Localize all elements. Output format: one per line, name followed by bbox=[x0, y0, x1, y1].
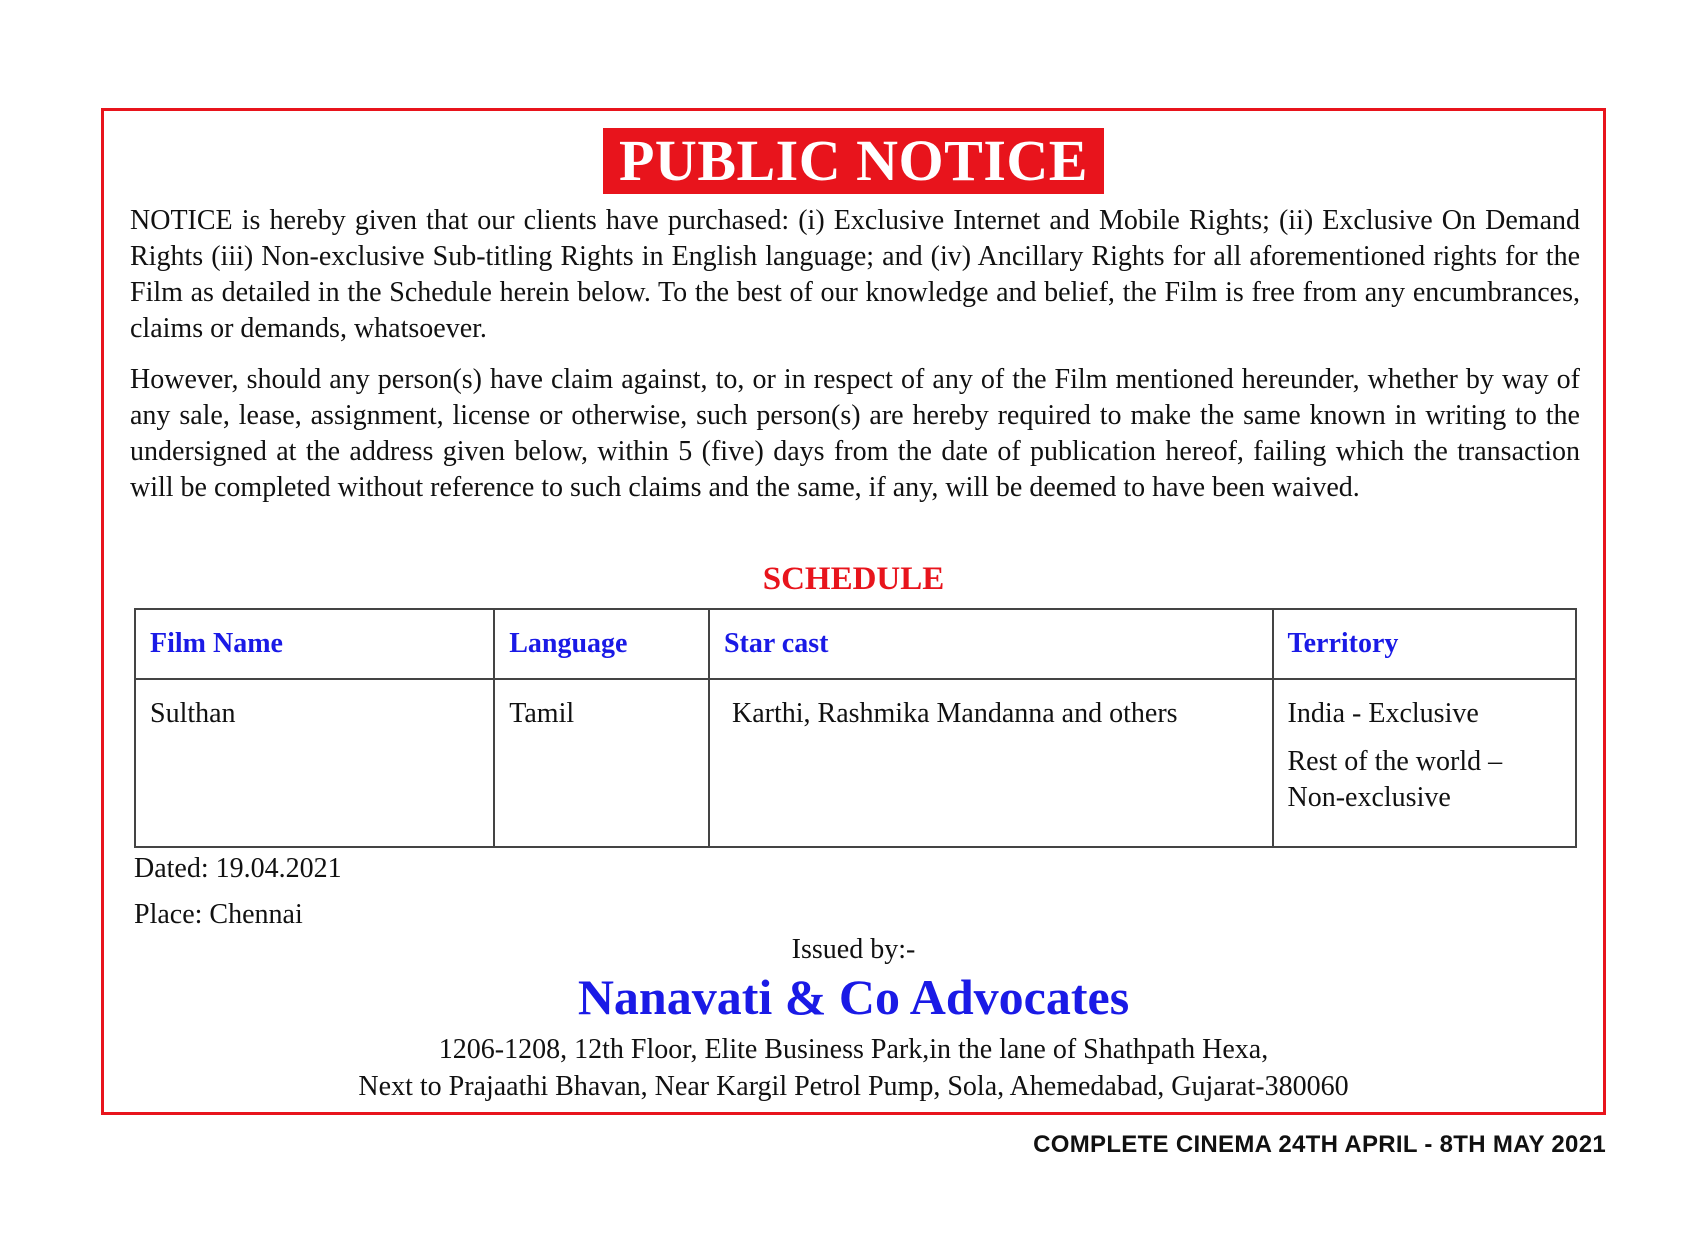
notice-paragraph-1: NOTICE is hereby given that our clients have purchased: (i) Exclusive Internet and Mobile Rights; (ii) Exclusive On Demand Rights (iii) Non-exclusive Sub-titling Rights in English language; and (iv) Ancillary Rights for all aforementioned rights for the Film as detailed in the Schedule herein below. To the best of our knowledge and belief, the Film is free from any encumbrances, claims or demands, whatsoever. bbox=[130, 205, 1580, 344]
table-row bbox=[135, 679, 1576, 847]
dated-line: Dated: 19.04.2021 bbox=[134, 853, 342, 884]
schedule-heading: SCHEDULE bbox=[762, 561, 945, 597]
issued-by-label: Issued by:- bbox=[791, 934, 916, 965]
place-line: Place: Chennai bbox=[134, 899, 303, 930]
notice-paragraph-2: However, should any person(s) have claim against, to, or in respect of any of the Film mentioned hereunder, whether by way of any sale, lease, assignment, license or otherwise, such person(s) are hereby required to make the same known in writing to the undersigned at the address given below, within 5 (five) days from the date of publication hereof, failing which the transaction will be completed without reference to such claims and the same, if any, will be deemed to have been waived. bbox=[130, 364, 1580, 503]
cell-language: Tamil bbox=[494, 679, 709, 847]
issuer-firm-name: Nanavati & Co Advocates bbox=[577, 969, 1130, 1025]
cell-film-name: Sulthan bbox=[135, 679, 494, 847]
column-header-territory: Territory bbox=[1273, 609, 1577, 679]
territory-line: India - Exclusive bbox=[1287, 698, 1479, 729]
public-notice-frame bbox=[101, 108, 1606, 1115]
column-header-language: Language bbox=[494, 609, 709, 679]
schedule-table bbox=[134, 608, 1577, 848]
table-header-row bbox=[135, 609, 1576, 679]
issuer-address-line-2: Next to Prajaathi Bhavan, Near Kargil Petrol Pump, Sola, Ahemedabad, Gujarat-380060 bbox=[358, 1071, 1349, 1102]
column-header-star-cast: Star cast bbox=[709, 609, 1273, 679]
column-header-film-name: Film Name bbox=[135, 609, 494, 679]
territory-line: Rest of the world – Non-exclusive bbox=[1287, 746, 1503, 813]
issuer-address-line-1: 1206-1208, 12th Floor, Elite Business Park,in the lane of Shathpath Hexa, bbox=[438, 1034, 1269, 1065]
publication-tag: COMPLETE CINEMA 24TH APRIL - 8TH MAY 2021 bbox=[1033, 1131, 1606, 1158]
cell-territory bbox=[1273, 679, 1577, 847]
title-container bbox=[104, 128, 1603, 194]
cell-star-cast: Karthi, Rashmika Mandanna and others bbox=[709, 679, 1273, 847]
notice-title: PUBLIC NOTICE bbox=[603, 128, 1104, 194]
